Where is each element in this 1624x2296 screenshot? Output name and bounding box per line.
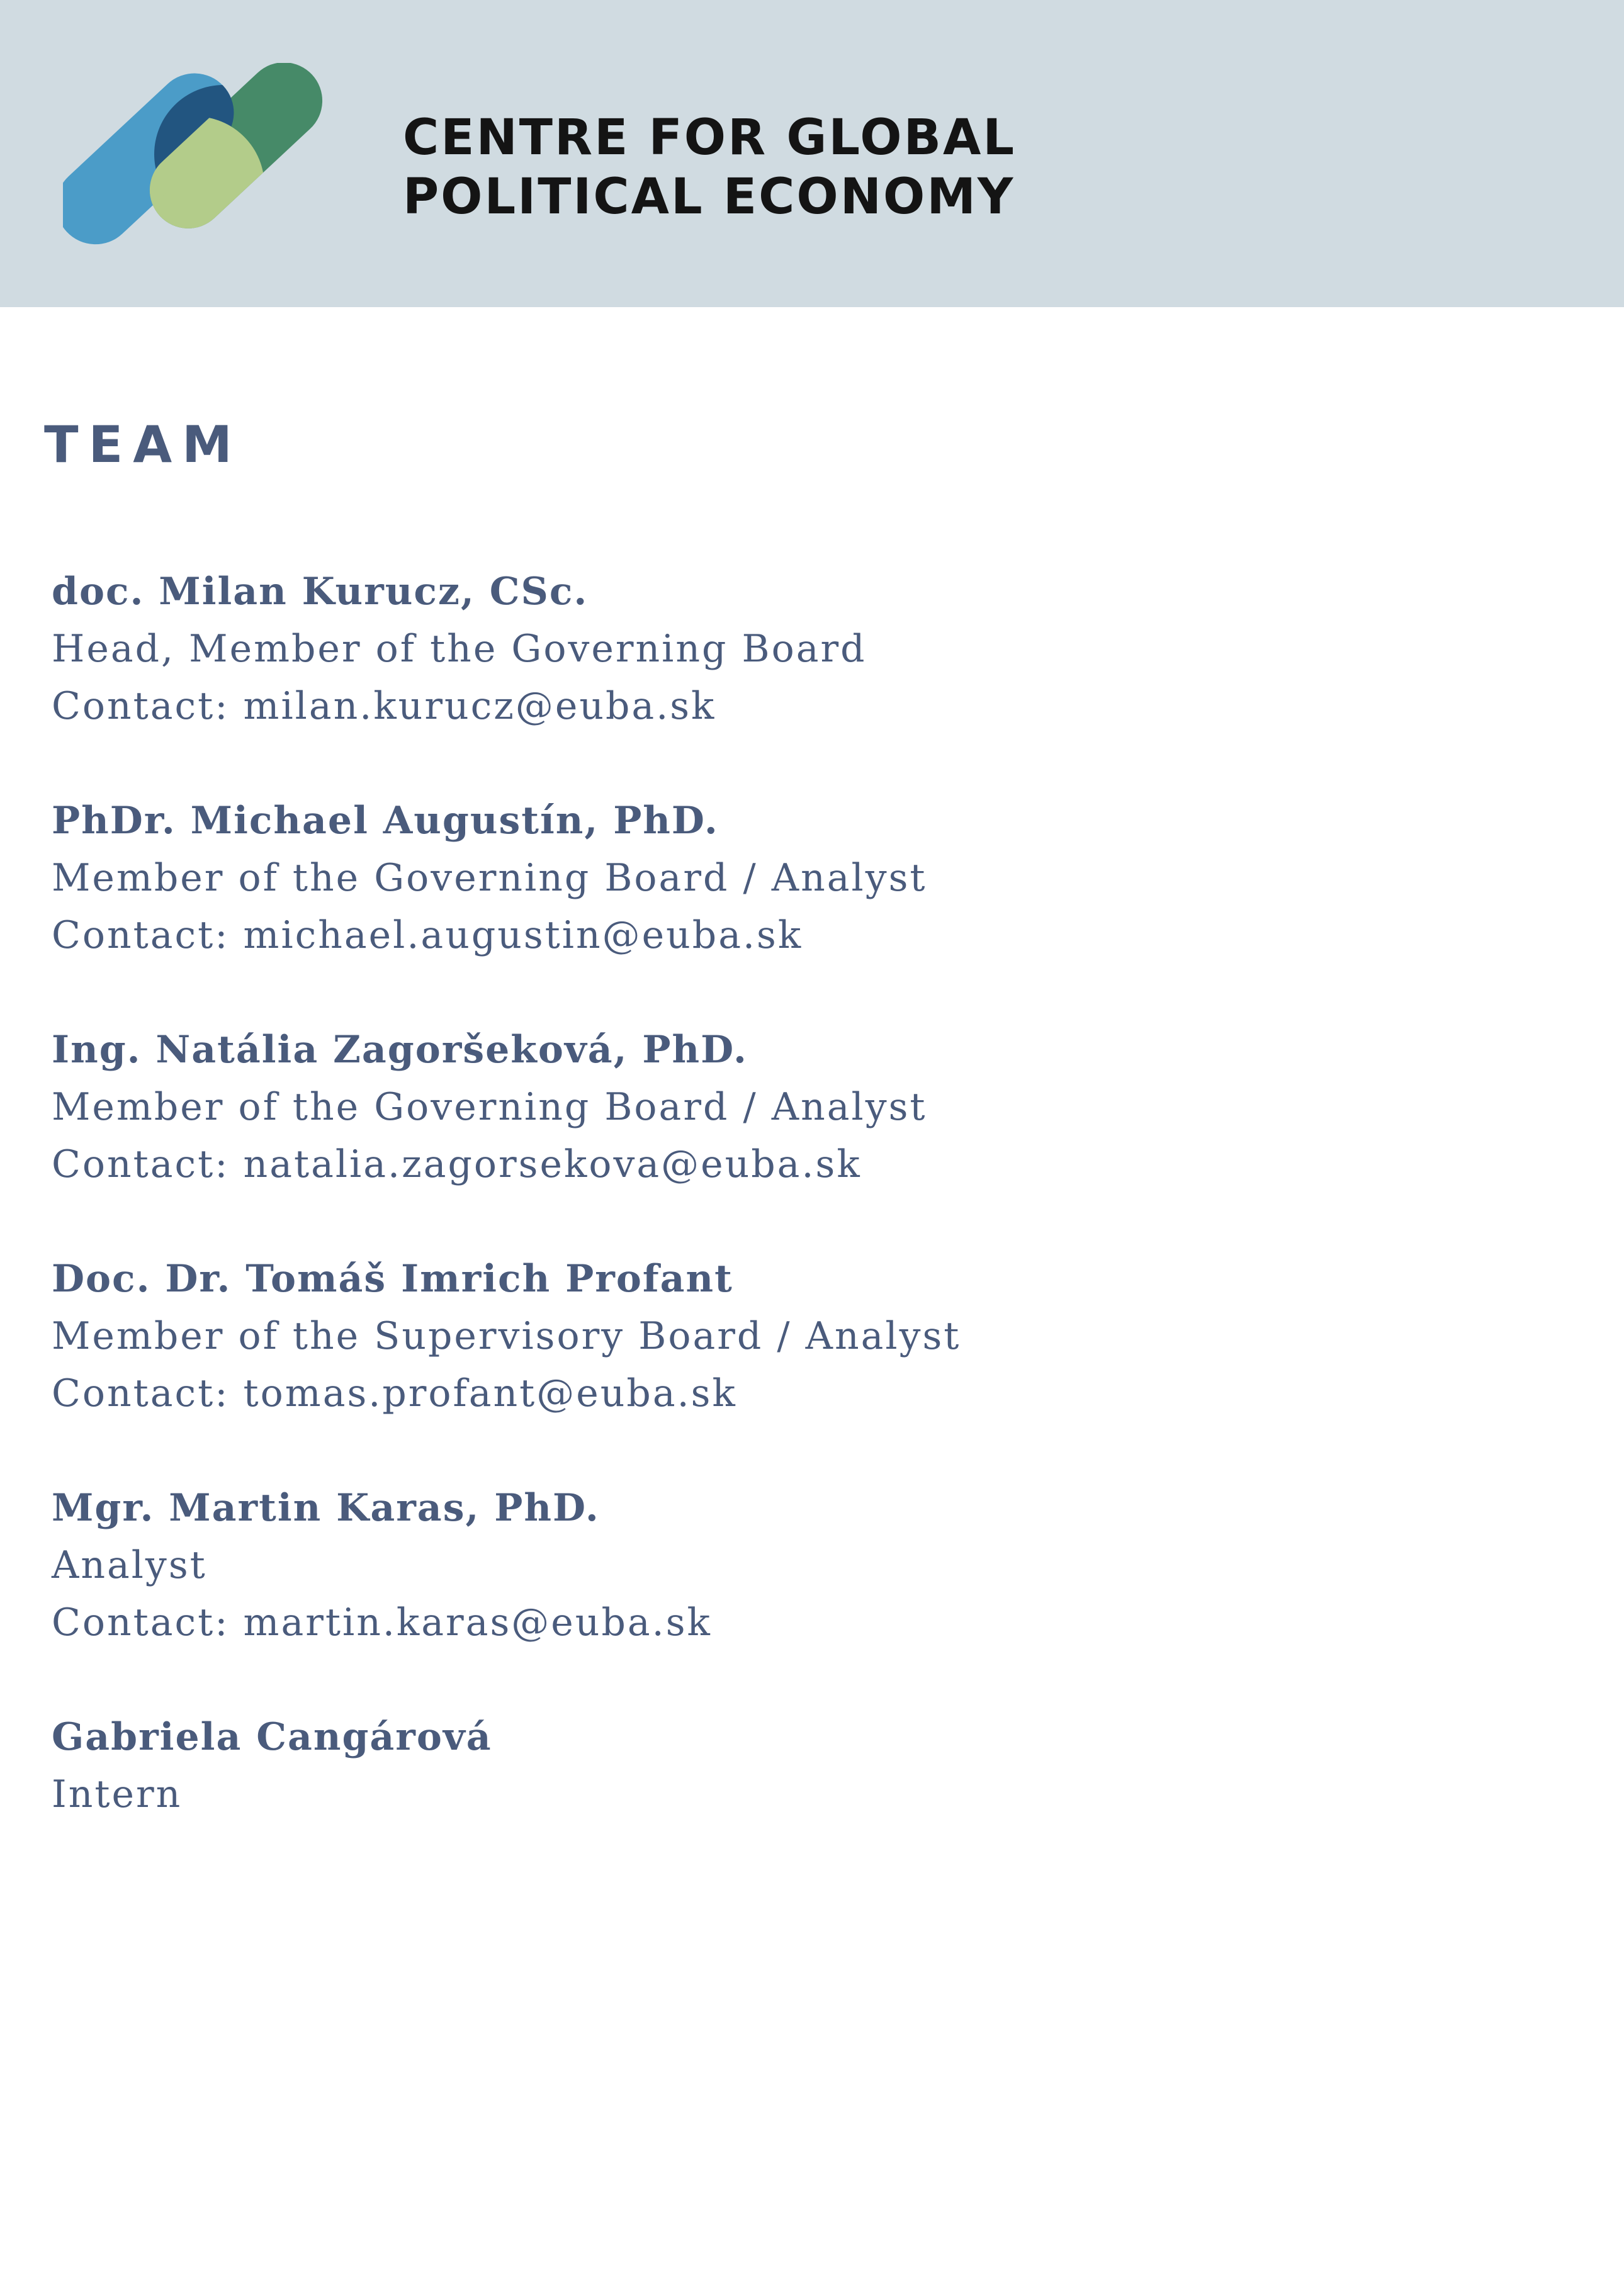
- team-member: [52, 1480, 1562, 1709]
- member-role: Intern: [52, 1772, 183, 1816]
- team-member: [52, 1251, 1562, 1480]
- member-name: Gabriela Cangárová: [52, 1715, 492, 1759]
- member-name: doc. Milan Kurucz, CSc.: [52, 570, 589, 614]
- team-member: [52, 563, 1562, 792]
- member-name: Ing. Natália Zagoršeková, PhD.: [52, 1028, 748, 1072]
- member-name: Mgr. Martin Karas, PhD.: [52, 1486, 600, 1530]
- member-role: Member of the Governing Board / Analyst: [52, 856, 927, 900]
- member-role: Analyst: [52, 1543, 207, 1587]
- member-contact: Contact: milan.kurucz@euba.sk: [52, 684, 716, 728]
- member-role: Member of the Supervisory Board / Analyst: [52, 1314, 961, 1358]
- org-title-line-2: POLITICAL ECONOMY: [403, 169, 1015, 225]
- section-title: TEAM: [44, 415, 242, 474]
- header-band: [0, 0, 1624, 307]
- member-name: Doc. Dr. Tomáš Imrich Profant: [52, 1257, 733, 1301]
- member-contact: Contact: tomas.profant@euba.sk: [52, 1371, 737, 1415]
- member-contact: Contact: natalia.zagorsekova@euba.sk: [52, 1142, 862, 1186]
- org-title-line-1: CENTRE FOR GLOBAL: [403, 110, 1017, 166]
- member-role: Member of the Governing Board / Analyst: [52, 1085, 927, 1129]
- org-title: [403, 108, 1032, 227]
- team-list: [52, 563, 1562, 1938]
- team-member: [52, 792, 1562, 1021]
- team-member: [52, 1709, 1562, 1938]
- member-role: Head, Member of the Governing Board: [52, 627, 867, 671]
- team-member: [52, 1021, 1562, 1251]
- member-name: PhDr. Michael Augustín, PhD.: [52, 799, 719, 843]
- member-contact: Contact: michael.augustin@euba.sk: [52, 913, 803, 957]
- overlapping-pills-logo-icon: [63, 63, 378, 264]
- member-contact: Contact: martin.karas@euba.sk: [52, 1601, 712, 1645]
